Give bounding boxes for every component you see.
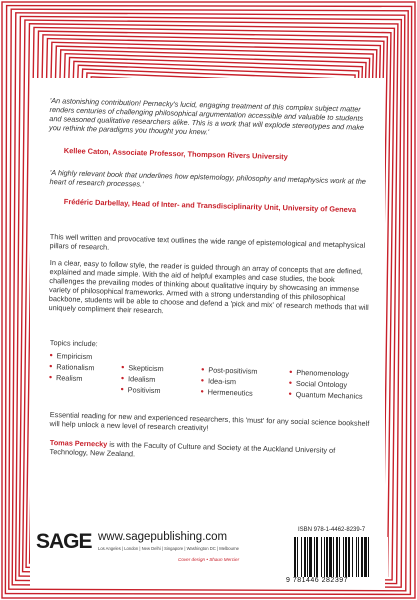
topics-column-1 (49, 350, 95, 384)
topic-item: • Positivism (120, 383, 161, 396)
bullet-icon: • (49, 360, 53, 372)
sage-logo (36, 530, 94, 552)
barcode-bar (356, 537, 357, 577)
topic-item: • Hermeneutics (200, 386, 253, 398)
review-attribution-2: Frédéric Darbellay, Head of Inter- and Transdisciplinarity Unit, University of Geneva (63, 197, 357, 215)
barcode-bar (348, 537, 350, 577)
bullet-icon: • (288, 377, 293, 388)
barcode-bar (314, 537, 315, 577)
barcode-bar (321, 537, 322, 577)
barcode-bar (329, 537, 332, 577)
bullet-icon: • (49, 349, 53, 361)
barcode-bar (309, 537, 312, 577)
topic-item: • Empiricism (49, 349, 93, 362)
intro-paragraph: This well written and provocative text outlines the wide range of epistemological and metaphysical pillars of research. (49, 232, 366, 252)
topic-item: • Idealism (120, 372, 156, 384)
topic-item: • Rationalism (49, 360, 95, 373)
bullet-icon: • (48, 371, 53, 383)
bullet-icon: • (200, 386, 204, 397)
barcode-number: 9 781446 282397 (286, 577, 348, 584)
bullet-icon: • (120, 383, 124, 395)
bullet-icon: • (288, 388, 292, 399)
barcode-bar (339, 537, 340, 577)
bullet-icon: • (289, 366, 293, 377)
barcode-bar (304, 537, 306, 577)
topics-column-3 (200, 364, 257, 399)
bullet-icon: • (201, 364, 205, 375)
isbn-label: ISBN 978-1-4462-8239-7 (298, 527, 366, 533)
barcode-bar (294, 537, 296, 577)
closing-paragraph: Essential reading for new and experienced researchers, this 'must' for any social science bookshelf will help unlock a new level of research creativity! (49, 410, 370, 433)
topics-label: Topics include: (49, 338, 98, 349)
topics-column-4 (288, 367, 363, 402)
barcode-bar (352, 537, 353, 577)
description-paragraph: In a clear, easy to follow style, the reader is guided through an array of concepts that are defined, explained and made simple. With the aid of helpful examples and case studies, the book challenges the prevailing modes of thinking about qualitative inquiry by showcasing an immense variety of philosophical frameworks. Armed with a strong understanding of this philosophical backbone, students will be able to choose and defend a 'pick and mix' of research methods that will uniquely compliment their research. (48, 258, 369, 316)
barcode-bar (343, 537, 344, 577)
review-attribution-1: Kellee Caton, Associate Professor, Thompson Rivers University (63, 146, 288, 162)
barcode-bar (345, 537, 347, 577)
topic-item: • Idea-ism (200, 375, 237, 387)
bullet-icon: • (120, 372, 125, 384)
topics-list (48, 338, 380, 417)
barcode-bar (368, 537, 369, 577)
barcode-bar (324, 537, 325, 577)
topic-item: • Skepticism (121, 362, 164, 374)
bullet-icon: • (200, 375, 205, 386)
author-name: Tomas Pernecky (49, 438, 108, 449)
barcode-bar (358, 537, 359, 577)
barcode-bar (333, 537, 334, 577)
barcode-bar (326, 537, 328, 577)
topic-item: • Phenomenology (289, 366, 350, 379)
publisher-cities: Los Angeles | London | New Delhi | Singapore | Washington DC | Melbourne (98, 546, 239, 551)
topic-item: • Realism (48, 371, 83, 383)
author-bio-text: is with the Faculty of Culture and Society at the Auckland University of Technology, New Zealand. (49, 439, 336, 459)
topic-item: • Quantum Mechanics (288, 388, 363, 401)
review-quote-1: 'An astonishing contribution! Pernecky's lucid, engaging treatment of this complex subject matter renders centuries of challenging philosophical argumentation accessible and valuable to students and seasoned qualitative researchers alike. This is a work that will explode stereotypes and make you rethink the paradigms you thought you knew.' (48, 96, 365, 137)
cover-design-credit: Cover design • Shaun Mercier (178, 557, 240, 562)
barcode-bar (301, 537, 302, 577)
barcode-bar (316, 537, 318, 577)
review-quote-2: 'A highly relevant book that underlines how epistemology, philosophy and metaphysics work at the heart of research processes.' (49, 168, 367, 189)
barcode-bar (361, 537, 363, 577)
barcode-bar (336, 537, 338, 577)
barcode-icon (290, 537, 388, 579)
barcode-bar (297, 537, 298, 577)
topics-column-2 (120, 362, 163, 396)
barcode-bar (364, 537, 367, 577)
topic-item: • Social Ontology (288, 377, 348, 390)
publisher-url[interactable]: www.sagepublishing.com (98, 531, 228, 543)
barcode-bar (307, 537, 308, 577)
bullet-icon: • (121, 362, 125, 373)
topic-item: • Post-positivism (201, 364, 258, 376)
svg-text:SAGE: SAGE (36, 530, 92, 552)
